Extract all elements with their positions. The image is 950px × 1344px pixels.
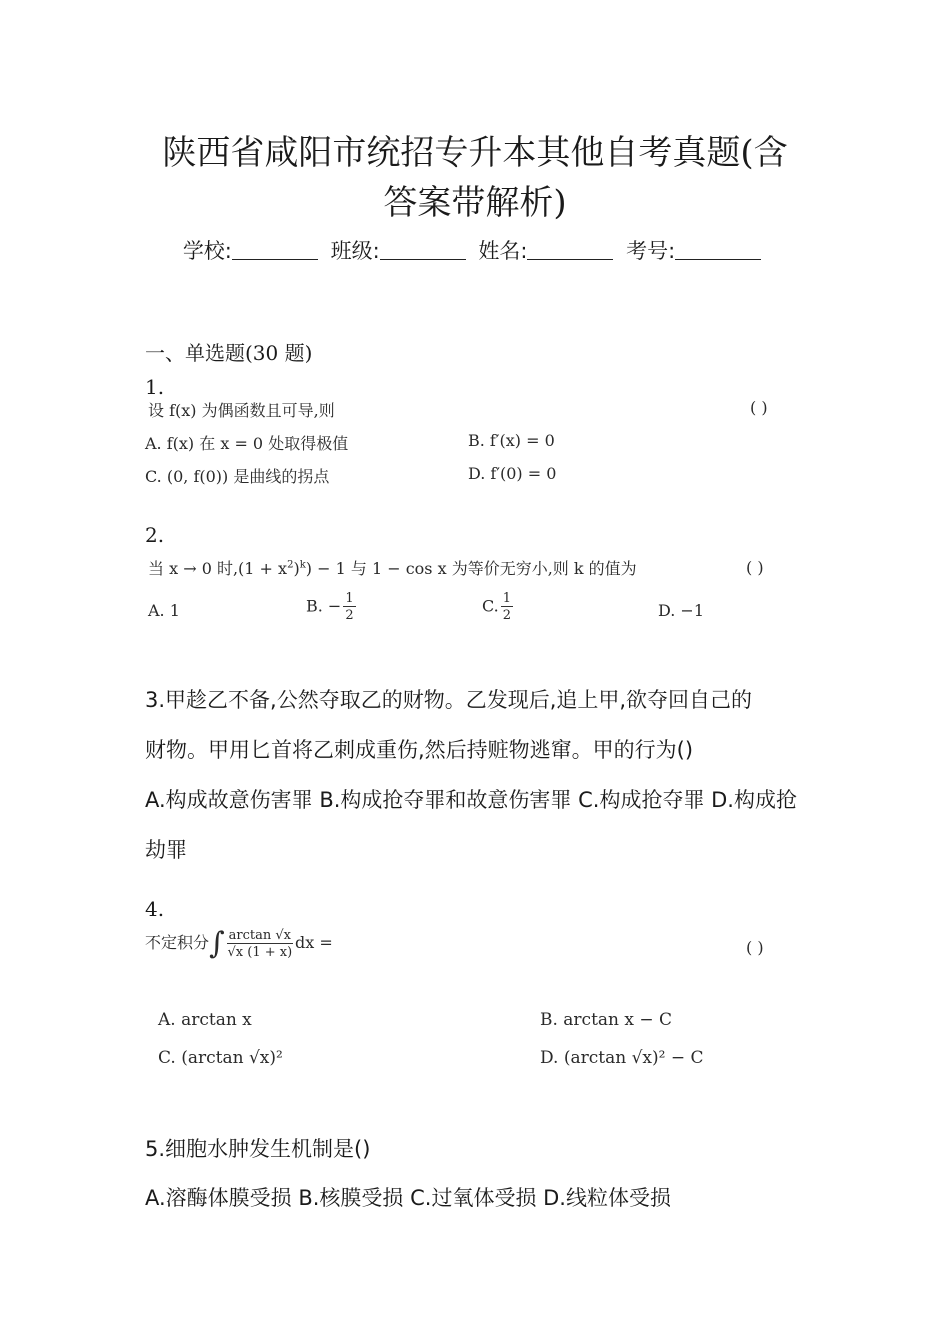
page-title-continued: 答案带解析): [383, 183, 567, 223]
q1-option-c: C. (0, f(0)) 是曲线的拐点: [145, 467, 330, 486]
student-info-row: [0, 236, 950, 266]
school-blank[interactable]: [232, 239, 318, 260]
q2-stem: 当 x → 0 时$,(1 + x^2)^k) - 1$ 与 1 − cos x 为等价无穷小,则 k 的值为: [148, 559, 637, 578]
q2-stem-sup-square: 2: [287, 559, 294, 571]
q2-stem-sup-k: k: [299, 559, 306, 571]
q1-stem: 设 f(x) 为偶函数且可导,则: [148, 401, 335, 420]
q5-line-1: 5.细胞水肿发生机制是(): [145, 1137, 371, 1161]
q4-number: 4.: [145, 897, 165, 921]
q2-answer-paren: ( ): [746, 558, 764, 577]
q3-line-1: 3.甲趁乙不备,公然夺取乙的财物。乙发现后,追上甲,欲夺回自己的: [145, 688, 753, 712]
q4-stem: [145, 926, 333, 961]
q4-option-c: C. (arctan √x)²: [158, 1048, 283, 1068]
section-heading: 一、单选题(30 题): [145, 341, 313, 365]
q4-integrand-numerator: arctan √x: [228, 927, 291, 943]
q2-b-numerator: 1: [345, 591, 354, 606]
q2-c-denominator: 2: [502, 608, 512, 623]
q2-option-b: [306, 592, 358, 622]
name-label: 姓名:: [478, 239, 528, 263]
q1-number: 1.: [145, 375, 165, 399]
q2-option-b-label: B. −: [306, 596, 342, 616]
page-title: 陕西省咸阳市统招专升本其他自考真题(含: [162, 133, 788, 173]
q4-integrand-fraction: [227, 929, 293, 959]
q1-option-d: D. f′(0) = 0: [468, 464, 557, 483]
q3-line-2: 财物。甲用匕首将乙刺成重伤,然后持赃物逃窜。甲的行为(): [145, 738, 694, 762]
q4-option-b: B. arctan x − C: [540, 1010, 673, 1030]
q2-option-d: D. −1: [658, 601, 705, 620]
q2-option-c: [482, 592, 515, 622]
exam-number-blank[interactable]: [675, 239, 761, 260]
q4-dx: dx =: [295, 933, 333, 952]
q4-answer-paren: ( ): [746, 938, 764, 957]
q2-option-b-fraction: [343, 592, 355, 622]
q1-answer-paren: ( ): [750, 398, 768, 417]
q2-c-numerator: 1: [502, 591, 512, 606]
q4-option-a: A. arctan x: [158, 1010, 252, 1030]
q2-stem-pre: 当 x → 0 时,(1 + x: [148, 559, 288, 578]
q4-integral-sign: ∫: [209, 926, 225, 961]
q4-integrand-denominator: √x (1 + x): [227, 944, 293, 960]
q4-option-d: D. (arctan √x)² − C: [540, 1048, 704, 1068]
class-blank[interactable]: [380, 239, 466, 260]
q2-option-c-label: C.: [482, 596, 499, 616]
q1-option-a: A. f(x) 在 x = 0 处取得极值: [145, 434, 349, 453]
class-label: 班级:: [330, 239, 380, 263]
exam-number-label: 考号:: [626, 239, 676, 263]
q2-stem-post: ) − 1 与 1 − cos x 为等价无穷小,则 k 的值为: [305, 559, 637, 578]
q2-option-a: A. 1: [148, 601, 180, 620]
q3-line-3: A.构成故意伤害罪 B.构成抢夺罪和故意伤害罪 C.构成抢夺罪 D.构成抢: [145, 788, 797, 812]
name-blank[interactable]: [527, 239, 613, 260]
q2-number: 2.: [145, 523, 165, 547]
q4-stem-label: 不定积分: [145, 933, 210, 952]
q1-option-b: B. f′(x) = 0: [468, 431, 555, 450]
q3-line-4: 劫罪: [145, 838, 187, 862]
q2-b-denominator: 2: [345, 608, 354, 623]
q2-option-c-fraction: [501, 592, 513, 622]
q5-line-2: A.溶酶体膜受损 B.核膜受损 C.过氧体受损 D.线粒体受损: [145, 1186, 671, 1210]
school-label: 学校:: [182, 239, 232, 263]
